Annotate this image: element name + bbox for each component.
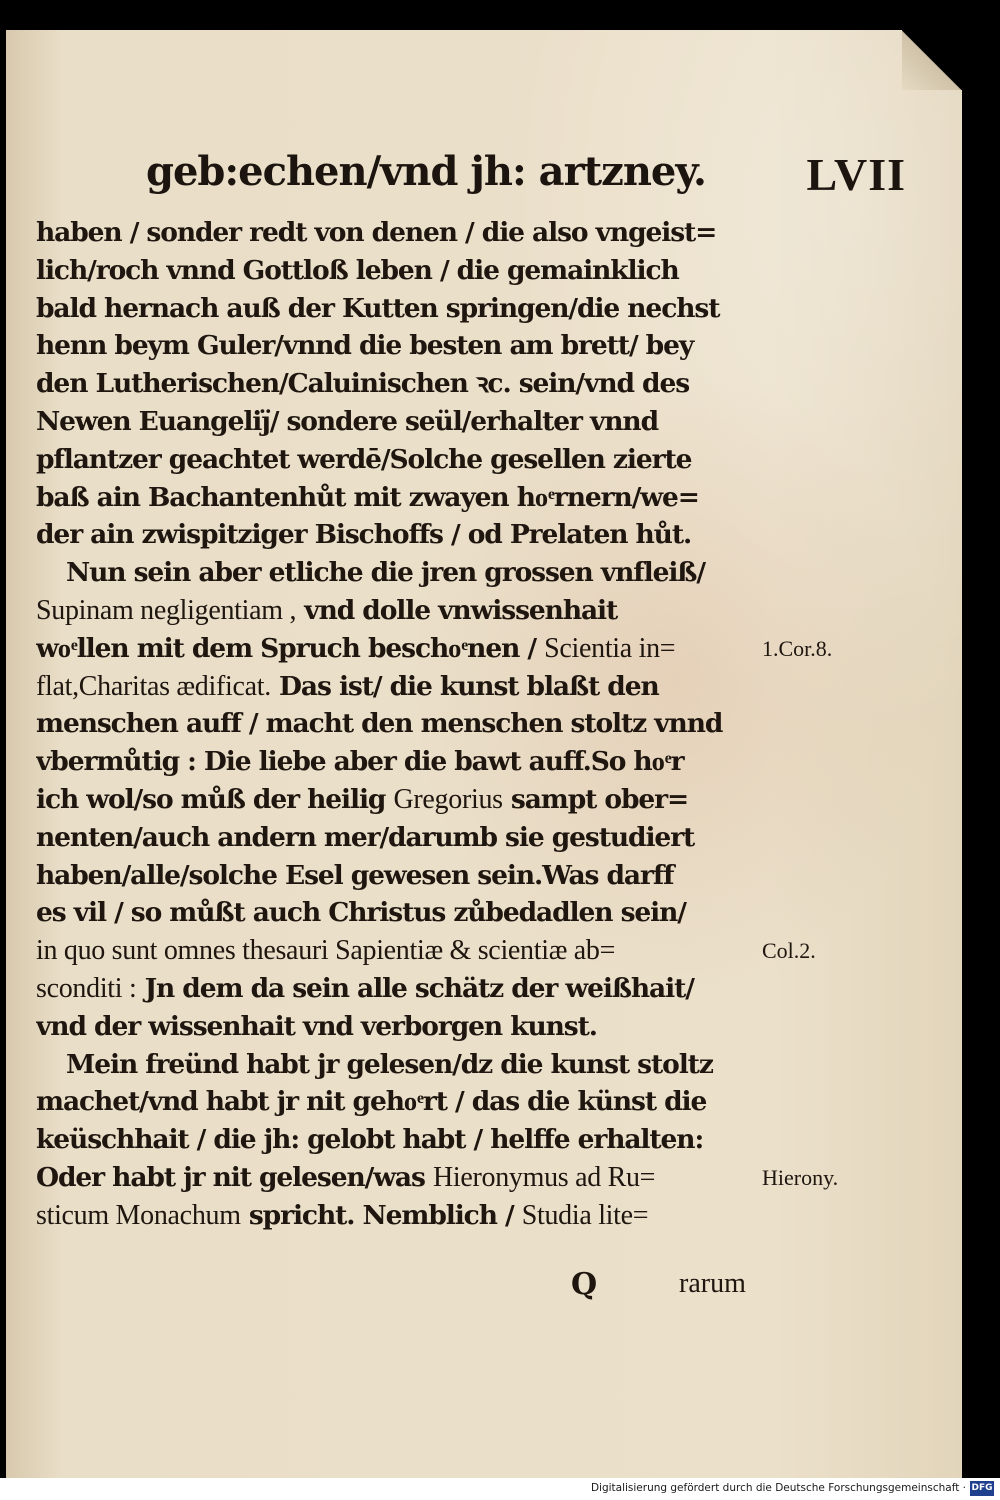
text-line	[36, 781, 771, 819]
blackletter-segment: vnd dolle vnwissenhait	[296, 594, 618, 626]
blackletter-segment: spricht. Nemblich /	[240, 1199, 522, 1231]
blackletter-segment: bald hernach auß der Kutten springen/die nechst	[36, 292, 720, 324]
text-line	[36, 441, 771, 479]
blackletter-segment: keüschhait / die jh: gelobt habt / helffe erhalten:	[36, 1124, 704, 1156]
latin-segment: Gregorius	[393, 783, 503, 815]
text-line	[36, 932, 771, 970]
blackletter-segment: menschen auff / macht den menschen stoltz vnnd	[36, 708, 723, 740]
blackletter-segment: es vil / so můßt auch Christus zůbedadlen sein/	[36, 897, 686, 929]
blackletter-segment: der ain zwispitziger Bischoffs / od Prelaten hůt.	[36, 519, 692, 551]
blackletter-segment: Mein freünd habt jr gelesen/dz die kunst stoltz	[66, 1048, 713, 1080]
text-line	[36, 894, 771, 932]
blackletter-segment: baß ain Bachantenhůt mit zwayen hoͤrnern/we=	[36, 481, 699, 513]
digitization-footer	[0, 1478, 1000, 1500]
footer-credit: Digitalisierung gefördert durch die Deutsche Forschungsgemeinschaft ·	[590, 1482, 966, 1494]
latin-segment: sconditi :	[36, 972, 137, 1004]
dfg-logo: DFG	[970, 1481, 994, 1496]
blackletter-segment: Oder habt jr nit gelesen/was	[36, 1161, 433, 1193]
blackletter-segment: machet/vnd habt jr nit gehoͤrt / das die künst die	[36, 1086, 707, 1118]
running-title: geb:echen/vnd jh: artzney.	[146, 148, 706, 195]
text-line	[36, 290, 771, 328]
latin-segment: in quo sunt omnes thesauri Sapientiæ & scientiæ ab=	[36, 935, 616, 967]
text-line	[36, 1197, 771, 1235]
blackletter-segment: henn beym Guler/vnnd die besten am brett/ bey	[36, 330, 694, 362]
text-line	[36, 516, 771, 554]
text-line	[36, 327, 771, 365]
text-line	[36, 1083, 771, 1121]
blackletter-segment: lich/roch vnnd Gottloß leben / die gemainklich	[36, 254, 679, 286]
text-line	[36, 705, 771, 743]
text-line	[36, 857, 771, 895]
margin-note: 1.Cor.8.	[762, 635, 833, 661]
text-line	[36, 554, 771, 592]
blackletter-segment: Das ist/ die kunst blaßt den	[270, 670, 659, 702]
body-text	[36, 214, 771, 1235]
latin-segment: Hieronymus ad Ru=	[432, 1161, 656, 1193]
blackletter-segment: vnd der wissenhait vnd verborgen kunst.	[36, 1010, 597, 1042]
latin-segment: Scientia in=	[544, 632, 676, 664]
blackletter-segment: ich wol/so můß der heilig	[36, 783, 394, 815]
margin-note: Col.2.	[762, 938, 816, 964]
blackletter-segment: haben / sonder redt von denen / die also vngeist=	[36, 217, 717, 248]
text-line	[36, 743, 771, 781]
text-line	[36, 252, 771, 290]
signature-mark: Q	[571, 1267, 598, 1302]
blackletter-segment: Jn dem da sein alle schätz der weißhait/	[136, 972, 694, 1004]
page-header	[146, 148, 906, 210]
text-line	[36, 214, 771, 252]
text-line	[36, 1121, 771, 1159]
blackletter-segment: nenten/auch andern mer/darumb sie gestudiert	[36, 821, 695, 853]
blackletter-segment: Nun sein aber etliche die jren grossen vnfleiß/	[66, 557, 705, 589]
text-line	[36, 592, 771, 630]
latin-segment: Studia lite=	[521, 1199, 649, 1231]
text-line	[36, 668, 771, 706]
book-page	[6, 30, 962, 1478]
text-line	[36, 819, 771, 857]
folio-number: LVII	[806, 149, 906, 200]
blackletter-segment: vbermůtig : Die liebe aber die bawt auff.So hoͤr	[36, 746, 684, 778]
blackletter-segment: sampt ober=	[502, 783, 689, 815]
text-line	[36, 403, 771, 441]
page-corner-fold	[902, 30, 962, 90]
text-line	[36, 1008, 771, 1046]
blackletter-segment: woͤllen mit dem Spruch beschoͤnen /	[36, 632, 545, 664]
text-line	[36, 970, 771, 1008]
blackletter-segment: pflantzer geachtet werdē/Solche gesellen zierte	[36, 443, 692, 475]
latin-segment: sticum Monachum	[36, 1199, 241, 1231]
blackletter-segment: den Lutherischen/Caluinischen ꝛc. sein/vnd des	[36, 368, 690, 400]
latin-segment: Supinam negligentiam ,	[36, 594, 297, 626]
margin-note: Hierony.	[762, 1165, 839, 1190]
text-line	[36, 1046, 771, 1084]
text-line	[36, 479, 771, 517]
text-line	[36, 1159, 771, 1197]
text-line	[36, 630, 771, 668]
catchword: rarum	[679, 1268, 746, 1299]
text-line	[36, 365, 771, 403]
blackletter-segment: Newen Euangeliȷ̈/ sondere seül/erhalter vnnd	[36, 405, 659, 437]
blackletter-segment: haben/alle/solche Esel gewesen sein.Was darff	[36, 859, 674, 891]
latin-segment: flat,Charitas ædificat.	[36, 670, 271, 702]
